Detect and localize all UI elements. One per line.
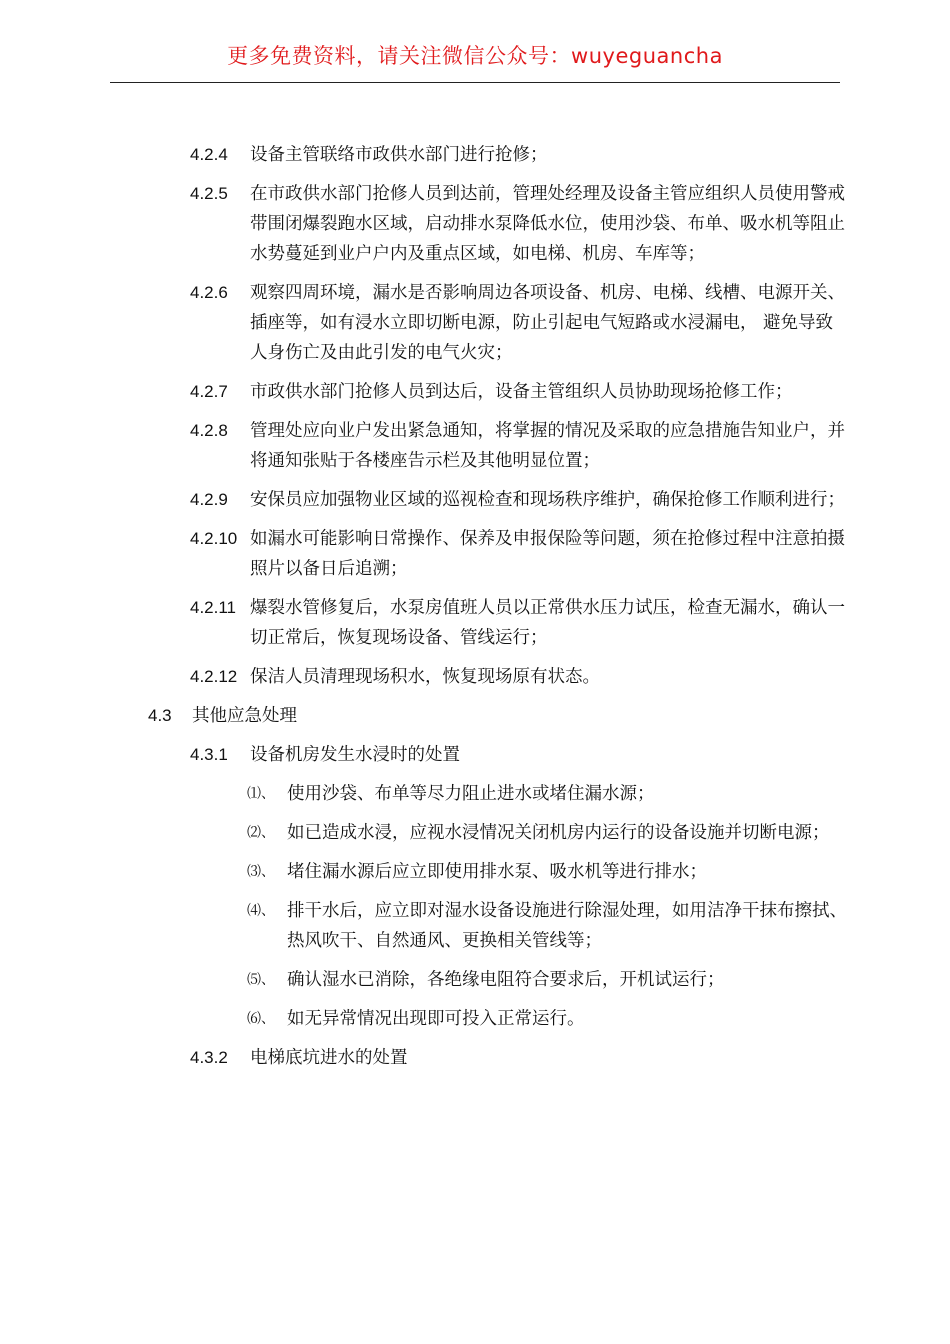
- section-text: 堵住漏水源后应立即使用排水泵、吸水机等进行排水；: [287, 862, 707, 882]
- section-text: 保洁人员清理现场积水，恢复现场原有状态。: [250, 667, 600, 687]
- section-text: 其他应急处理: [192, 706, 297, 726]
- section-text: 使用沙袋、布单等尽力阻止进水或堵住漏水源；: [287, 784, 655, 804]
- header-divider: [110, 82, 840, 83]
- section-number: 4.2.7: [190, 382, 228, 401]
- section-number: ⑴、: [247, 786, 275, 802]
- section-text: 确认湿水已消除，各绝缘电阻符合要求后，开机试运行；: [287, 970, 725, 990]
- section-text: 安保员应加强物业区域的巡视检查和现场秩序维护，确保抢修工作顺利进行；: [250, 490, 845, 510]
- section-number: 4.2.8: [190, 421, 228, 440]
- section-item: [0, 278, 950, 368]
- section-item: [0, 779, 950, 809]
- section-item: [0, 593, 950, 653]
- watermark-header: 更多免费资料，请关注微信公众号：wuyeguancha: [227, 44, 723, 68]
- section-number: 4.2.11: [190, 598, 237, 617]
- section-text: 排干水后，应立即对湿水设备设施进行除湿处理，如用洁净干抹布擦拭、热风吹干、自然通风、更换相关管线等；: [287, 901, 847, 951]
- section-item: [0, 485, 950, 515]
- section-text: 爆裂水管修复后，水泵房值班人员以正常供水压力试压，检查无漏水，确认一切正常后，恢复现场设备、管线运行；: [250, 598, 845, 648]
- section-number: 4.3.2: [190, 1048, 228, 1067]
- section-text: 设备机房发生水浸时的处置: [250, 745, 460, 765]
- section-item: [0, 416, 950, 476]
- section-number: 4.2.5: [190, 184, 228, 203]
- section-number: ⑷、: [247, 903, 275, 919]
- section-item: [0, 896, 950, 956]
- section-item: [0, 1043, 950, 1073]
- section-text: 如漏水可能影响日常操作、保养及申报保险等问题，须在抢修过程中注意拍摄照片以备日后追溯；: [250, 529, 845, 579]
- section-item: [0, 740, 950, 770]
- section-item: [0, 140, 950, 170]
- section-item: [0, 377, 950, 407]
- section-number: 4.2.6: [190, 283, 228, 302]
- section-text: 设备主管联络市政供水部门进行抢修；: [250, 145, 548, 165]
- section-item: [0, 818, 950, 848]
- section-number: 4.2.9: [190, 490, 228, 509]
- section-text: 如无异常情况出现即可投入正常运行。: [287, 1009, 585, 1029]
- section-text: 观察四周环境，漏水是否影响周边各项设备、机房、电梯、线槽、电源开关、插座等，如有浸水立即切断电源，防止引起电气短路或水浸漏电， 避免导致人身伤亡及由此引发的电气火灾；: [250, 283, 845, 363]
- section-item: [0, 965, 950, 995]
- section-number: ⑹、: [247, 1011, 275, 1027]
- section-number: ⑵、: [247, 825, 275, 841]
- section-text: 在市政供水部门抢修人员到达前，管理处经理及设备主管应组织人员使用警戒带围闭爆裂跑水区域，启动排水泵降低水位，使用沙袋、布单、吸水机等阻止水势蔓延到业户户内及重点区域，如电梯、机房、车库等；: [250, 184, 845, 264]
- section-number: ⑶、: [247, 864, 275, 880]
- section-number: 4.2.10: [190, 529, 238, 548]
- section-text: 电梯底坑进水的处置: [250, 1048, 408, 1068]
- section-item: [0, 662, 950, 692]
- section-number: ⑸、: [247, 972, 275, 988]
- section-item: [0, 179, 950, 269]
- document-body: [0, 140, 950, 1082]
- section-text: 管理处应向业户发出紧急通知，将掌握的情况及采取的应急措施告知业户，并将通知张贴于各楼座告示栏及其他明显位置；: [250, 421, 845, 471]
- section-item: [0, 857, 950, 887]
- section-number: 4.3: [148, 706, 172, 725]
- section-item: [0, 701, 950, 731]
- section-number: 4.2.4: [190, 145, 228, 164]
- section-text: 市政供水部门抢修人员到达后，设备主管组织人员协助现场抢修工作；: [250, 382, 793, 402]
- section-number: 4.3.1: [190, 745, 228, 764]
- section-text: 如已造成水浸，应视水浸情况关闭机房内运行的设备设施并切断电源；: [287, 823, 830, 843]
- section-item: [0, 524, 950, 584]
- section-number: 4.2.12: [190, 667, 238, 686]
- section-item: [0, 1004, 950, 1034]
